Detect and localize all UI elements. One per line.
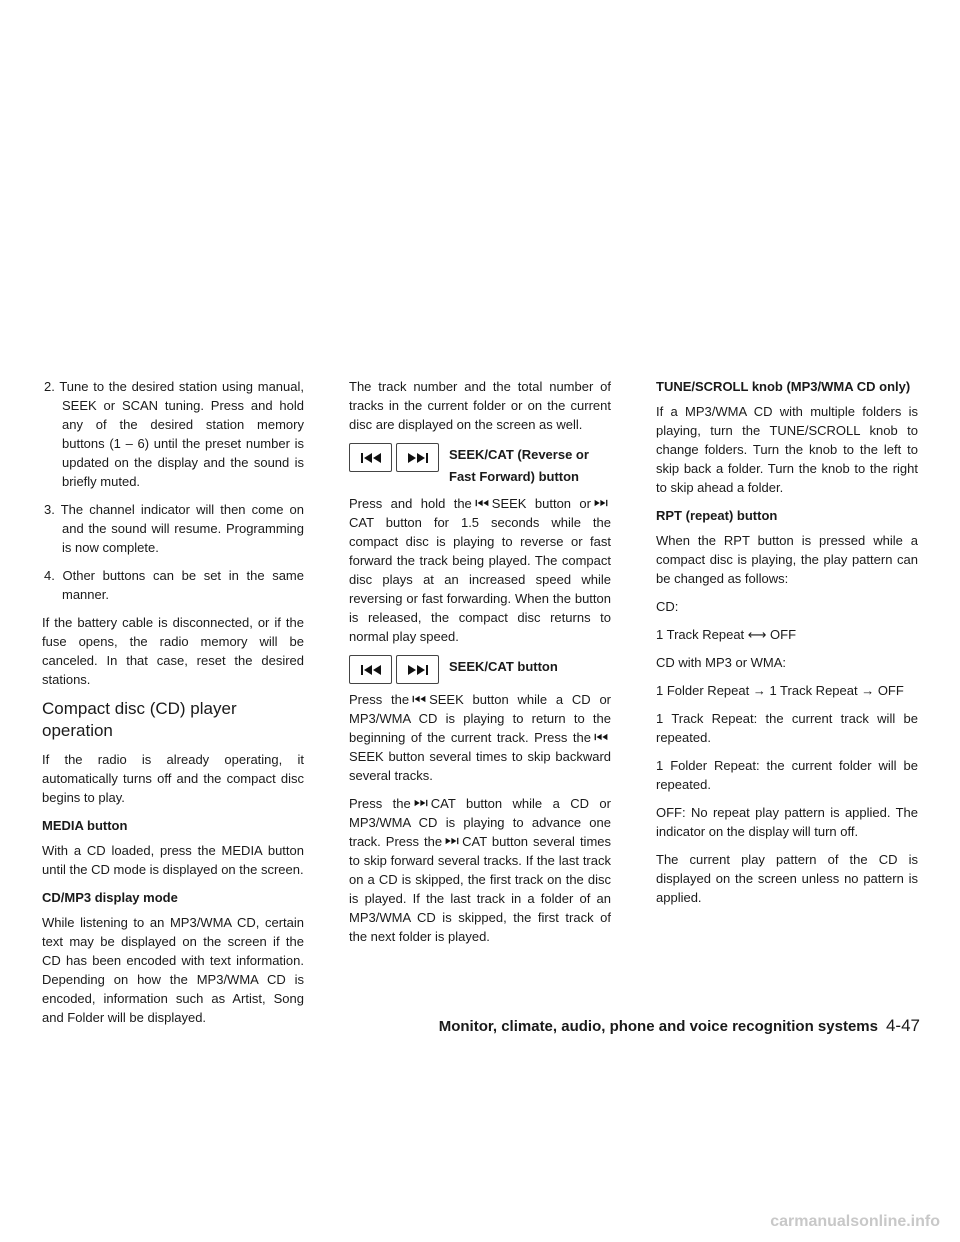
seek-cat-reverse-label: SEEK/CAT (Reverse or Fast Forward) button	[449, 447, 589, 484]
cat-button-text: Press the CAT button while a CD or MP3/WMA CD is playing to advance one track. Press the CAT button several times to skip forward several tracks. If the last track on a CD is skipped, the first track on the disc is played. If the last track in a folder of an MP3/WMA CD is skipped, the first track of the next folder is played.	[349, 796, 612, 944]
battery-note: If the battery cable is disconnected, or if the fuse opens, the radio memory will be canceled. In that case, reset the desired stations.	[42, 615, 304, 687]
step-4: 4. Other buttons can be set in the same manner.	[44, 568, 304, 602]
page-number: 4-47	[885, 1016, 920, 1035]
skip-back-icon	[475, 498, 489, 508]
skip-back-icon	[412, 694, 426, 704]
cd-intro: If the radio is already operating, it automatically turns off and the compact disc begins to play.	[42, 752, 304, 805]
skip-forward-icon	[594, 498, 608, 508]
cd-pattern: 1 Track Repeat ⟷ OFF	[656, 627, 797, 642]
folder-repeat-text: 1 Folder Repeat: the current folder will be repeated.	[656, 758, 918, 792]
press-hold-text: Press and hold the SEEK button or CAT button for 1.5 seconds while the compact disc is playing to reverse or fast forward the track being played. The compact disc plays at an increased speed while reversing or fast forwarding. When the button is released, the compact disc returns to normal play speed.	[349, 496, 611, 644]
media-button-heading: MEDIA button	[42, 818, 128, 833]
step-3: 3. The channel indicator will then come on and the sound will resume. Programming is now complete.	[44, 502, 304, 555]
column-middle	[349, 377, 611, 955]
mp3-pattern: 1 Folder Repeat → 1 Track Repeat → OFF	[656, 683, 904, 698]
seek-button-text: Press the SEEK button while a CD or MP3/WMA CD is playing to return to the beginning of the current track. Press theSEEK button several times to skip backward several tracks.	[349, 692, 612, 783]
track-number-text: The track number and the total number of tracks in the current folder or on the current disc are displayed on the screen as well.	[349, 379, 611, 432]
display-mode-text: While listening to an MP3/WMA CD, certain text may be displayed on the screen if the CD has been encoded with text information. Depending on how the MP3/WMA CD is encoded, information such as Artist, Song and Folder will be displayed.	[42, 915, 304, 1025]
media-button-text: With a CD loaded, press the MEDIA button until the CD mode is displayed on the screen.	[42, 843, 304, 877]
skip-forward-icon	[407, 452, 429, 464]
seek-button-illustration	[349, 443, 392, 472]
footer-section-title: Monitor, climate, audio, phone and voice recognition systems	[438, 1018, 878, 1035]
skip-forward-icon	[407, 664, 429, 676]
seek-cat-label: SEEK/CAT button	[449, 659, 558, 674]
skip-forward-icon	[445, 836, 459, 846]
off-text: OFF: No repeat play pattern is applied. The indicator on the display will turn off.	[656, 805, 918, 839]
tune-scroll-text: If a MP3/WMA CD with multiple folders is playing, turn the TUNE/SCROLL knob to change folders. Turn the knob to the left to skip back a folder. Turn the knob to the right to skip ahead a folder.	[656, 404, 918, 495]
rpt-button-text: When the RPT button is pressed while a compact disc is playing, the play pattern can be changed as follows:	[656, 533, 918, 586]
seek-button-illustration	[349, 655, 392, 684]
cat-button-illustration	[396, 655, 439, 684]
step-2: 2. Tune to the desired station using manual, SEEK or SCAN tuning. Press and hold any of the desired station memory buttons (1 – 6) until the preset number is updated on the display and the sound is briefly muted.	[44, 379, 304, 489]
mp3-label: CD with MP3 or WMA:	[656, 655, 787, 670]
column-left	[42, 377, 304, 1036]
cat-button-illustration	[396, 443, 439, 472]
track-repeat-text: 1 Track Repeat: the current track will be repeated.	[656, 711, 918, 745]
rpt-button-heading: RPT (repeat) button	[656, 508, 778, 523]
seek-cat-heading	[349, 655, 611, 684]
column-right	[656, 377, 918, 916]
skip-back-icon	[594, 732, 608, 742]
seek-cat-button-pair	[349, 655, 439, 684]
cd-section-heading: Compact disc (CD) player operation	[42, 699, 237, 740]
display-mode-heading: CD/MP3 display mode	[42, 890, 178, 905]
skip-forward-icon	[414, 798, 428, 808]
skip-back-icon	[360, 664, 382, 676]
watermark: carmanualsonline.info	[770, 1213, 940, 1230]
seek-cat-button-pair	[349, 443, 439, 472]
page-footer	[420, 1016, 920, 1036]
current-pattern-text: The current play pattern of the CD is displayed on the screen unless no pattern is applied.	[656, 852, 918, 905]
skip-back-icon	[360, 452, 382, 464]
tune-scroll-heading: TUNE/SCROLL knob (MP3/WMA CD only)	[656, 379, 911, 394]
seek-cat-reverse-ff-heading	[349, 443, 611, 488]
cd-label: CD:	[656, 599, 679, 614]
